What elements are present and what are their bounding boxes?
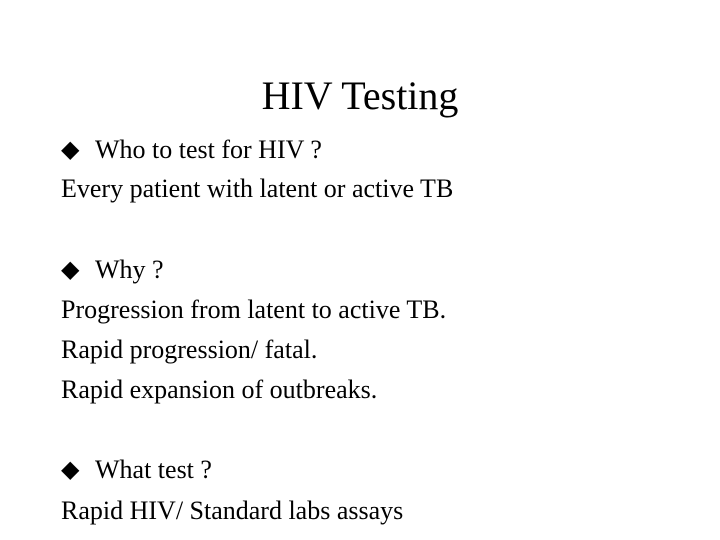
section-heading-what [61, 454, 212, 486]
section-heading-why [61, 254, 164, 286]
section-line: Progression from latent to active TB. [61, 295, 447, 324]
section-heading-text: What test ? [95, 455, 212, 484]
section-heading-text: Why ? [95, 255, 164, 284]
diamond-bullet-icon: ◆ [61, 257, 80, 283]
section-heading-text: Who to test for HIV ? [95, 135, 322, 164]
slide-title: HIV Testing [261, 73, 459, 118]
section-line: Rapid HIV/ Standard labs assays [61, 496, 404, 525]
diamond-bullet-icon: ◆ [61, 457, 80, 483]
diamond-bullet-icon: ◆ [61, 137, 80, 163]
section-heading-who [61, 134, 322, 166]
section-line: Every patient with latent or active TB [61, 174, 454, 203]
section-line: Rapid expansion of outbreaks. [61, 375, 378, 404]
section-line: Rapid progression/ fatal. [61, 335, 318, 364]
